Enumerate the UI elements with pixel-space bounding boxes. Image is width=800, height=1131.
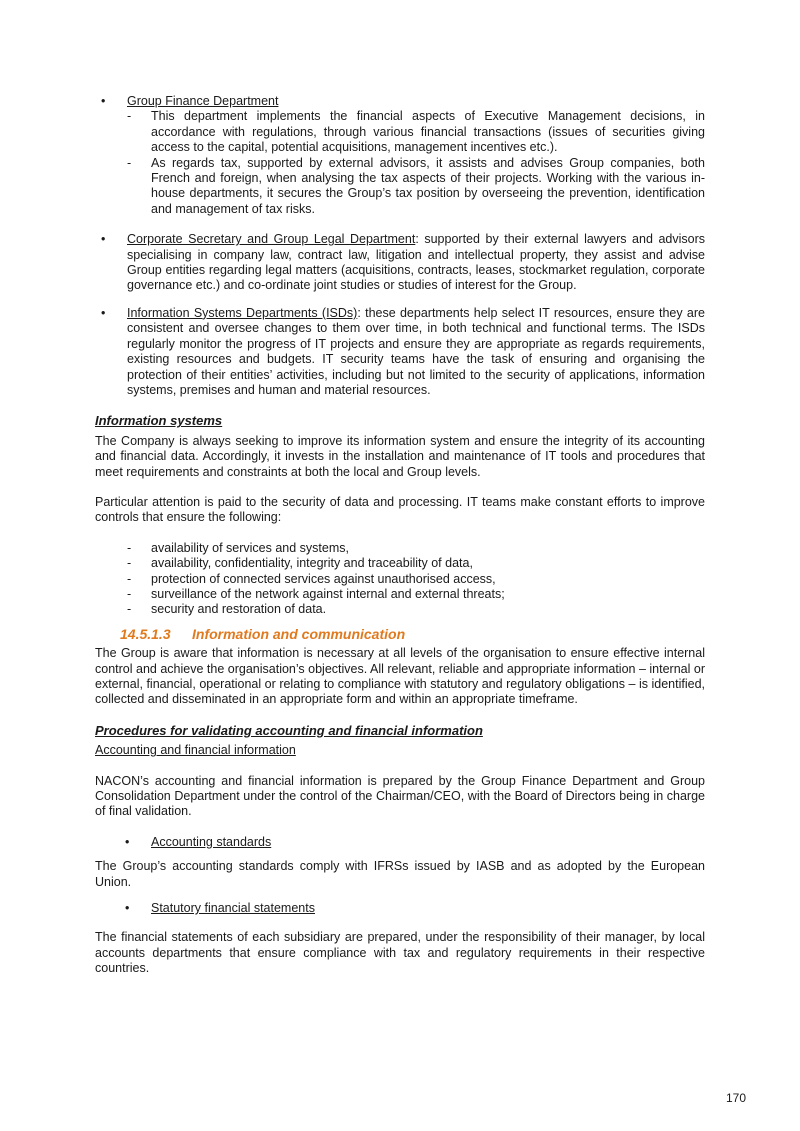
info-systems-list [95, 541, 705, 618]
bullet-dot: • [101, 94, 106, 108]
bullet-accounting-standards [95, 835, 705, 850]
info-systems-p2: Particular attention is paid to the security of data and processing. IT teams make constant efforts to improve controls that ensure the following: [95, 494, 705, 525]
isds-title: Information Systems Departments (ISDs) [127, 305, 358, 320]
list-item: - protection of connected services against unauthorised access, [127, 571, 496, 586]
procedures-subtitle: Accounting and financial information [95, 743, 296, 758]
corporate-secretary-title: Corporate Secretary and Group Legal Department [127, 232, 416, 247]
info-systems-p1: The Company is always seeking to improve its information system and ensure the integrity of its accounting and financial data. Accordingly, it invests in the installation and maintenance of IT tools and procedures that meet requirements and constraints at both the local and Group levels. [95, 433, 705, 479]
list-item: - security and restoration of data. [127, 602, 327, 617]
procedures-title: Procedures for validating accounting and financial information [95, 722, 483, 738]
list-item: - As regards tax, supported by external advisors, it assists and advises Group companies, both French and foreign, when analysing the tax aspects of their projects. Working with the various in-house departments, it secures the Group’s tax position by overseeing the prevention, identification and management of tax risks. [127, 155, 705, 216]
bullet-statutory-statements [95, 901, 705, 916]
procedures-p1: NACON’s accounting and financial information is prepared by the Group Finance Department and Group Consolidation Department under the control of the Chairman/CEO, with the Board of Directors being in charge of final validation. [95, 773, 705, 819]
list-item: - surveillance of the network against internal and external threats; [127, 586, 505, 601]
group-finance-title: Group Finance Department [127, 94, 279, 108]
accounting-standards-text: The Group’s accounting standards comply with IFRSs issued by IASB and as adopted by the European Union. [95, 859, 705, 889]
bullet-isds [95, 306, 705, 398]
bullet-dot: • [125, 834, 130, 849]
group-finance-list [127, 109, 705, 217]
bullet-dot: • [125, 901, 130, 916]
bullet-dot: • [101, 305, 106, 320]
statutory-statements-label: Statutory financial statements [151, 901, 315, 916]
bullet-corporate-secretary [95, 232, 705, 294]
document-page [95, 94, 705, 977]
bullet-group-finance [95, 94, 705, 217]
section-number: 14.5.1.3 [120, 625, 171, 642]
accounting-standards-label: Accounting standards [151, 834, 272, 849]
statutory-statements-text: The financial statements of each subsidiary are prepared, under the responsibility of their manager, by local accounts departments that ensure compliance with tax and regulatory requirements in their respective countries. [95, 930, 705, 976]
list-item: - availability, confidentiality, integrity and traceability of data, [127, 556, 473, 571]
isds-text: : these departments help select IT resources, ensure they are consistent and oversee changes to them over time, in both technical and functional terms. The ISDs regularly monitor the progress of IT projects and ensure they are appropriate as regards requirements, existing resources and budgets. IT security teams have the task of ensuring and organising the protection of their entities’ activities, including but not limited to the security of applications, information systems, premises and human and material resources. [127, 305, 705, 397]
section-heading-title: Information and communication [192, 625, 406, 642]
info-comm-text: The Group is aware that information is necessary at all levels of the organisation to ensure effective internal control and achieve the organisation’s objectives. All relevant, reliable and appropriate information – internal or external, financial, operational or relating to compliance with statutory and regulatory obligations – is identified, collected and disseminated in an appropriate form and within an appropriate timeframe. [95, 646, 705, 707]
corporate-secretary-text: : supported by their external lawyers and advisors specialising in company law, contract law, litigation and intellectual property, they assist and advise Group entities regarding legal matters (acquisitions, contracts, leases, stockmarket regulation, corporate governance etc.) and co-ordinate joint studies or studies of interest for the Group. [127, 232, 706, 293]
section-heading [120, 627, 705, 642]
list-item: - This department implements the financial aspects of Executive Management decisions, in accordance with regulations, through various financial transactions (issues of securities giving access to the capital, potential acquisitions, management incentives etc.). [127, 109, 705, 155]
info-systems-title: Information systems [95, 413, 223, 429]
list-item: - availability of services and systems, [127, 540, 349, 555]
bullet-dot: • [101, 232, 106, 247]
page-number: 170 [725, 1091, 746, 1105]
